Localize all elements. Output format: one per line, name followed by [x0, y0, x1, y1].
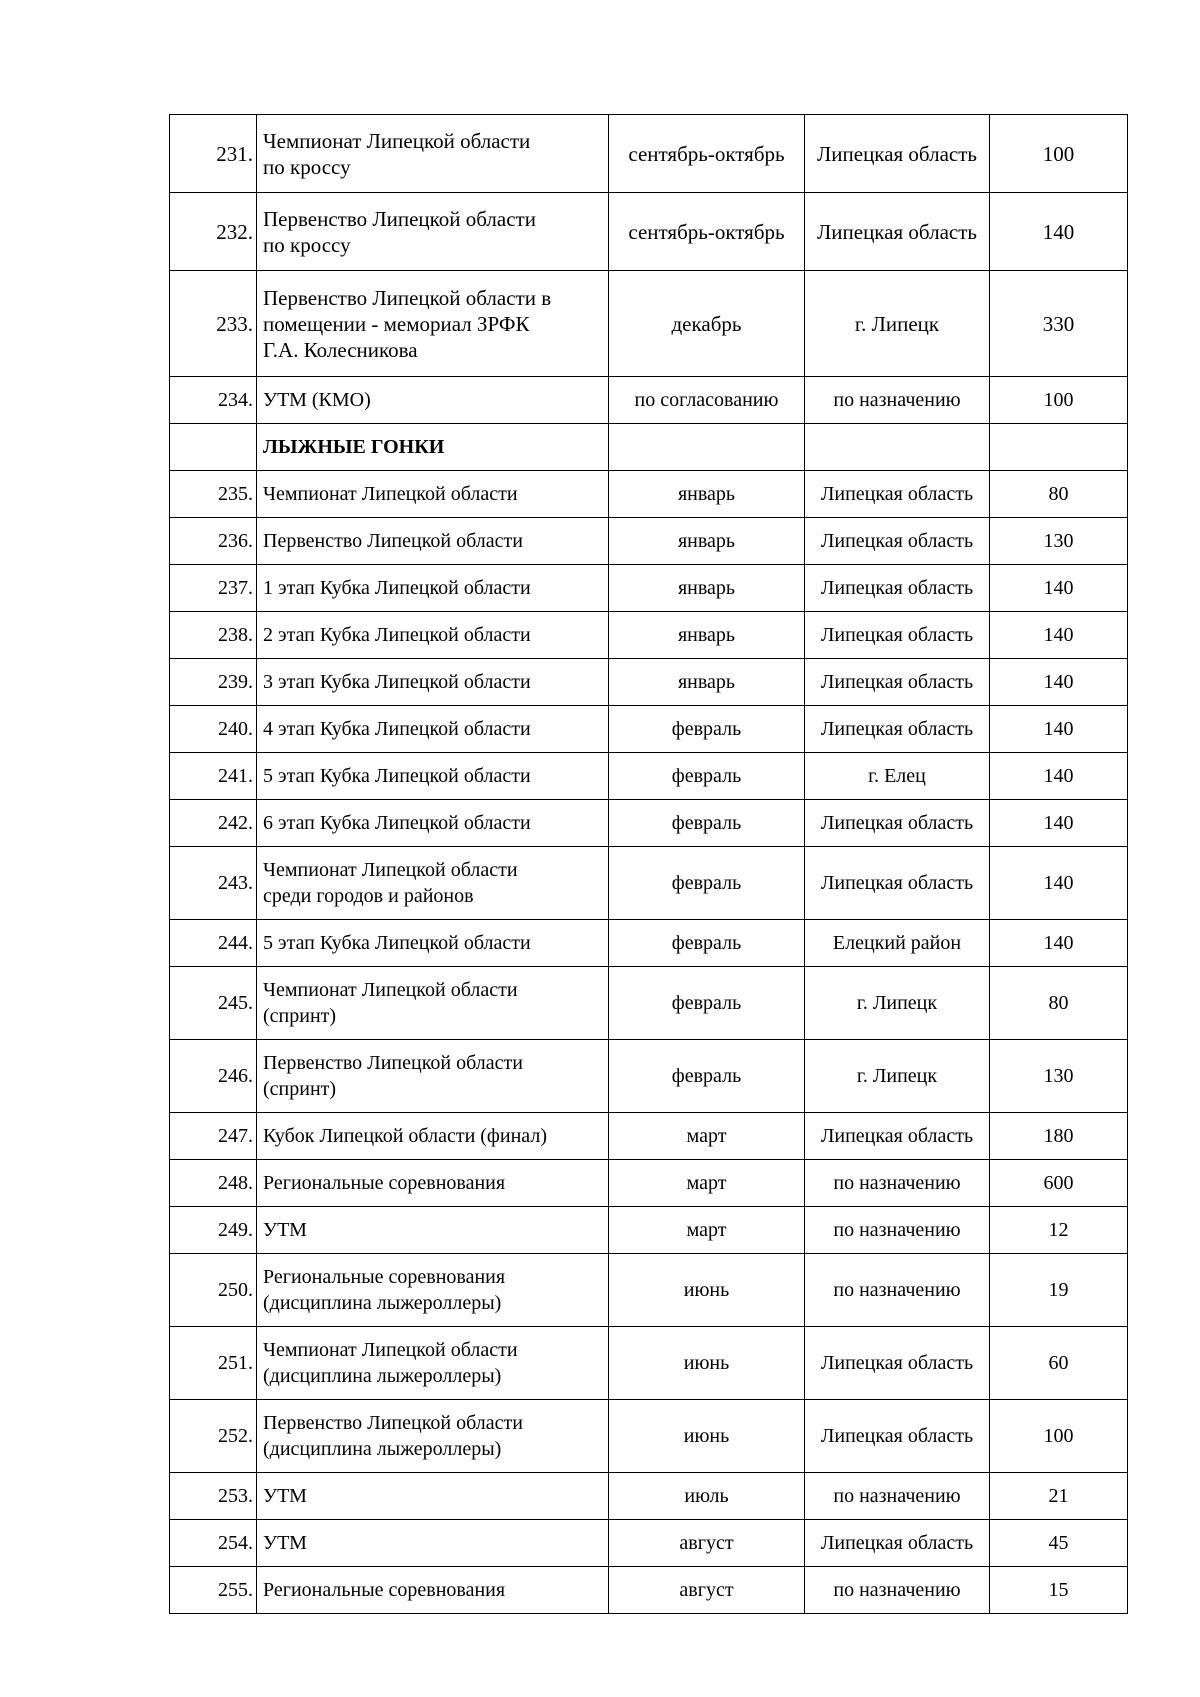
event-date [609, 377, 805, 424]
table-row [170, 1400, 1128, 1473]
event-name-text: Региональные соревнования [263, 1172, 506, 1194]
participant-count-text: 140 [1043, 932, 1074, 954]
event-name-text: УТМ (КМО) [263, 389, 371, 411]
event-place-text: Елецкий район [832, 932, 962, 954]
event-name [257, 659, 609, 706]
row-number-text: 239. [218, 671, 253, 693]
participant-count-text: 600 [1043, 1172, 1074, 1194]
row-number [170, 753, 257, 800]
event-place-text: Липецкая область [820, 1352, 974, 1374]
row-number-text: 249. [218, 1219, 253, 1241]
event-place [805, 1567, 990, 1614]
event-date [609, 271, 805, 377]
event-place-text: по назначению [833, 1219, 961, 1241]
event-name [257, 1113, 609, 1160]
row-number-text: 241. [218, 765, 253, 787]
participant-count [990, 706, 1128, 753]
event-name-text: УТМ [263, 1532, 307, 1554]
event-name-text: Чемпионат Липецкой области (спринт) [263, 979, 518, 1027]
events-table [169, 114, 1128, 1614]
row-number [170, 659, 257, 706]
event-place-text: Липецкая область [820, 1125, 974, 1147]
table-row [170, 1254, 1128, 1327]
event-place-text: Липецкая область [820, 577, 974, 599]
event-name-text: Первенство Липецкой области по кроссу [263, 206, 536, 257]
event-date [609, 1040, 805, 1113]
participant-count [990, 1473, 1128, 1520]
participant-count-text: 130 [1043, 530, 1074, 552]
event-name [257, 967, 609, 1040]
participant-count [990, 1567, 1128, 1614]
row-number-text: 253. [218, 1485, 253, 1507]
table-row [170, 1160, 1128, 1207]
row-number-text: 236. [218, 530, 253, 552]
event-name-text: Региональные соревнования [263, 1579, 506, 1601]
event-name-text: 5 этап Кубка Липецкой области [263, 932, 531, 954]
table-row [170, 115, 1128, 193]
section-num-cell [170, 424, 257, 471]
event-date-text: по согласованию [634, 389, 779, 411]
participant-count [990, 753, 1128, 800]
row-number-text: 233. [216, 311, 253, 336]
table-row [170, 1113, 1128, 1160]
row-number-text: 250. [218, 1279, 253, 1301]
table-row [170, 1040, 1128, 1113]
row-number-text: 243. [218, 872, 253, 894]
event-name-text: Чемпионат Липецкой области среди городов и районов [263, 859, 518, 907]
event-name [257, 115, 609, 193]
row-number-text: 242. [218, 812, 253, 834]
participant-count [990, 1520, 1128, 1567]
participant-count [990, 471, 1128, 518]
event-date [609, 1327, 805, 1400]
row-number-text: 234. [218, 389, 253, 411]
participant-count [990, 193, 1128, 271]
event-place [805, 377, 990, 424]
event-place [805, 471, 990, 518]
row-number-text: 251. [218, 1352, 253, 1374]
event-place [805, 612, 990, 659]
event-name [257, 920, 609, 967]
event-place-text: Липецкая область [817, 141, 977, 166]
event-place [805, 1520, 990, 1567]
participant-count-text: 100 [1043, 389, 1074, 411]
event-name [257, 1473, 609, 1520]
event-name [257, 1207, 609, 1254]
participant-count [990, 1400, 1128, 1473]
participant-count [990, 659, 1128, 706]
event-place [805, 193, 990, 271]
event-name [257, 706, 609, 753]
participant-count [990, 1160, 1128, 1207]
participant-count [990, 115, 1128, 193]
event-name [257, 1327, 609, 1400]
event-name [257, 1160, 609, 1207]
event-name [257, 1040, 609, 1113]
table-row [170, 193, 1128, 271]
event-date-text: март [686, 1172, 727, 1194]
event-place [805, 565, 990, 612]
event-date [609, 800, 805, 847]
event-date [609, 565, 805, 612]
table-row [170, 518, 1128, 565]
event-place [805, 1160, 990, 1207]
event-place-text: г. Елец [868, 765, 926, 787]
row-number-text: 254. [218, 1532, 253, 1554]
event-date-text: март [686, 1219, 727, 1241]
event-name-text: Первенство Липецкой области в помещении - мемориал ЗРФК Г.А. Колесникова [263, 285, 552, 362]
row-number-text: 237. [218, 577, 253, 599]
participant-count-text: 15 [1048, 1579, 1069, 1601]
row-number [170, 565, 257, 612]
event-date [609, 753, 805, 800]
table-row [170, 565, 1128, 612]
event-place-text: по назначению [833, 1485, 961, 1507]
event-date [609, 847, 805, 920]
table-row [170, 753, 1128, 800]
event-date-text: сентябрь-октябрь [628, 219, 785, 244]
participant-count-text: 180 [1043, 1125, 1074, 1147]
event-name-text: 2 этап Кубка Липецкой области [263, 624, 531, 646]
row-number [170, 518, 257, 565]
participant-count [990, 1113, 1128, 1160]
row-number-text: 240. [218, 718, 253, 740]
event-date [609, 659, 805, 706]
event-place-text: Липецкая область [820, 530, 974, 552]
event-name-text: Региональные соревнования (дисциплина лыжероллеры) [263, 1266, 506, 1314]
row-number [170, 1567, 257, 1614]
row-number [170, 1113, 257, 1160]
event-place [805, 271, 990, 377]
event-date [609, 920, 805, 967]
event-place-text: по назначению [833, 1172, 961, 1194]
event-date-text: сентябрь-октябрь [628, 141, 785, 166]
table-body-after [170, 471, 1128, 1614]
event-place [805, 1040, 990, 1113]
table-row [170, 967, 1128, 1040]
participant-count-text: 80 [1048, 992, 1069, 1014]
event-place-text: по назначению [833, 1279, 961, 1301]
table-row [170, 1520, 1128, 1567]
event-name [257, 565, 609, 612]
row-number-text: 235. [218, 483, 253, 505]
row-number [170, 271, 257, 377]
table-row [170, 612, 1128, 659]
table-body-before [170, 115, 1128, 424]
participant-count-text: 140 [1043, 671, 1074, 693]
event-date [609, 1520, 805, 1567]
section-place-cell [805, 424, 990, 471]
event-name [257, 377, 609, 424]
event-place [805, 800, 990, 847]
event-date-text: июль [684, 1485, 729, 1507]
participant-count-text: 330 [1042, 311, 1075, 336]
table-row [170, 271, 1128, 377]
row-number [170, 1400, 257, 1473]
event-place-text: Липецкая область [820, 872, 974, 894]
event-place-text: г. Липецк [856, 992, 938, 1014]
event-date [609, 1473, 805, 1520]
event-name [257, 800, 609, 847]
section-date-cell [609, 424, 805, 471]
table-row [170, 1567, 1128, 1614]
event-name-text: Чемпионат Липецкой области [263, 483, 518, 505]
row-number [170, 1254, 257, 1327]
event-place-text: Липецкая область [820, 624, 974, 646]
event-date [609, 612, 805, 659]
participant-count [990, 1327, 1128, 1400]
event-name-text: Кубок Липецкой области (финал) [263, 1125, 547, 1147]
event-place-text: по назначению [833, 389, 961, 411]
event-date-text: февраль [671, 718, 742, 740]
table-row [170, 659, 1128, 706]
event-name-text: 5 этап Кубка Липецкой области [263, 765, 531, 787]
table-row [170, 847, 1128, 920]
section-row-group [170, 424, 1128, 471]
event-date [609, 1567, 805, 1614]
event-place [805, 1207, 990, 1254]
participant-count [990, 271, 1128, 377]
table-row [170, 1473, 1128, 1520]
row-number [170, 1207, 257, 1254]
event-date-text: июнь [683, 1279, 730, 1301]
participant-count-text: 21 [1048, 1485, 1069, 1507]
event-place [805, 1327, 990, 1400]
event-name [257, 471, 609, 518]
event-place [805, 659, 990, 706]
participant-count-text: 45 [1048, 1532, 1069, 1554]
event-date-text: март [686, 1125, 727, 1147]
participant-count-text: 140 [1043, 577, 1074, 599]
event-name-text: Первенство Липецкой области (спринт) [263, 1052, 523, 1100]
row-number [170, 1327, 257, 1400]
event-date-text: январь [677, 624, 736, 646]
participant-count [990, 612, 1128, 659]
event-date [609, 706, 805, 753]
row-number-text: 231. [216, 141, 253, 166]
row-number [170, 967, 257, 1040]
section-header-row [170, 424, 1128, 471]
event-name [257, 271, 609, 377]
table-row [170, 1207, 1128, 1254]
event-place [805, 920, 990, 967]
table-row [170, 1327, 1128, 1400]
event-date-text: июнь [683, 1425, 730, 1447]
event-date [609, 471, 805, 518]
participant-count-text: 140 [1043, 718, 1074, 740]
event-date-text: январь [677, 530, 736, 552]
event-date-text: август [679, 1532, 734, 1554]
participant-count [990, 920, 1128, 967]
event-date-text: декабрь [671, 311, 742, 336]
event-place-text: Липецкая область [820, 1532, 974, 1554]
event-place [805, 706, 990, 753]
event-place-text: г. Липецк [856, 1065, 938, 1087]
event-date [609, 1113, 805, 1160]
row-number-text: 255. [218, 1579, 253, 1601]
event-place-text: Липецкая область [820, 671, 974, 693]
event-name-text: Чемпионат Липецкой области (дисциплина лыжероллеры) [263, 1339, 518, 1387]
event-name [257, 1400, 609, 1473]
row-number-text: 248. [218, 1172, 253, 1194]
participant-count [990, 800, 1128, 847]
event-name-text: 1 этап Кубка Липецкой области [263, 577, 531, 599]
event-date-text: июнь [683, 1352, 730, 1374]
event-date-text: август [679, 1579, 734, 1601]
row-number [170, 377, 257, 424]
event-date-text: январь [677, 483, 736, 505]
row-number [170, 847, 257, 920]
participant-count-text: 12 [1048, 1219, 1069, 1241]
row-number-text: 232. [216, 219, 253, 244]
row-number [170, 800, 257, 847]
participant-count [990, 1207, 1128, 1254]
event-name-text: 4 этап Кубка Липецкой области [263, 718, 531, 740]
event-place [805, 1113, 990, 1160]
participant-count-text: 80 [1048, 483, 1069, 505]
participant-count-text: 140 [1043, 624, 1074, 646]
event-date-text: февраль [671, 1065, 742, 1087]
event-name [257, 1254, 609, 1327]
event-place [805, 967, 990, 1040]
event-name-text: УТМ [263, 1485, 307, 1507]
row-number-text: 246. [218, 1065, 253, 1087]
event-name [257, 847, 609, 920]
row-number [170, 706, 257, 753]
event-place-text: г. Липецк [854, 311, 940, 336]
participant-count-text: 140 [1043, 765, 1074, 787]
participant-count [990, 847, 1128, 920]
event-date [609, 1207, 805, 1254]
event-place [805, 847, 990, 920]
event-date [609, 1254, 805, 1327]
event-place-text: Липецкая область [820, 1425, 974, 1447]
row-number [170, 1040, 257, 1113]
event-name [257, 518, 609, 565]
participant-count-text: 19 [1048, 1279, 1069, 1301]
event-place-text: Липецкая область [820, 812, 974, 834]
event-place [805, 1400, 990, 1473]
event-place-text: Липецкая область [817, 219, 977, 244]
table-row [170, 920, 1128, 967]
event-place [805, 753, 990, 800]
row-number [170, 115, 257, 193]
event-name-text: Первенство Липецкой области (дисциплина лыжероллеры) [263, 1412, 523, 1460]
event-date [609, 518, 805, 565]
table-row [170, 471, 1128, 518]
row-number [170, 1473, 257, 1520]
participant-count-text: 100 [1042, 141, 1075, 166]
event-date-text: январь [677, 577, 736, 599]
event-name-text: Чемпионат Липецкой области по кроссу [263, 128, 531, 179]
event-name-text: 6 этап Кубка Липецкой области [263, 812, 531, 834]
event-place [805, 115, 990, 193]
event-name-text: Первенство Липецкой области [263, 530, 523, 552]
event-name [257, 1567, 609, 1614]
row-number [170, 920, 257, 967]
row-number [170, 1160, 257, 1207]
event-place [805, 1473, 990, 1520]
row-number [170, 1520, 257, 1567]
event-date-text: февраль [671, 765, 742, 787]
participant-count [990, 1254, 1128, 1327]
event-date [609, 967, 805, 1040]
event-place-text: Липецкая область [820, 718, 974, 740]
event-date-text: февраль [671, 872, 742, 894]
event-name-text: 3 этап Кубка Липецкой области [263, 671, 531, 693]
event-name [257, 612, 609, 659]
participant-count [990, 377, 1128, 424]
event-name-text: УТМ [263, 1219, 307, 1241]
participant-count [990, 967, 1128, 1040]
event-name [257, 1520, 609, 1567]
participant-count-text: 140 [1043, 872, 1074, 894]
row-number-text: 252. [218, 1425, 253, 1447]
row-number [170, 612, 257, 659]
participant-count [990, 1040, 1128, 1113]
event-place-text: Липецкая область [820, 483, 974, 505]
participant-count-text: 60 [1048, 1352, 1069, 1374]
row-number-text: 245. [218, 992, 253, 1014]
event-date [609, 1400, 805, 1473]
event-date [609, 193, 805, 271]
participant-count-text: 100 [1043, 1425, 1074, 1447]
table-row [170, 800, 1128, 847]
event-date-text: февраль [671, 932, 742, 954]
table-row [170, 706, 1128, 753]
event-date [609, 115, 805, 193]
participant-count-text: 140 [1042, 219, 1075, 244]
row-number-text: 238. [218, 624, 253, 646]
row-number-text: 244. [218, 932, 253, 954]
participant-count [990, 518, 1128, 565]
row-number [170, 471, 257, 518]
participant-count-text: 130 [1043, 1065, 1074, 1087]
event-name [257, 193, 609, 271]
event-place [805, 1254, 990, 1327]
event-place-text: по назначению [833, 1579, 961, 1601]
participant-count [990, 565, 1128, 612]
event-place [805, 518, 990, 565]
row-number-text: 247. [218, 1125, 253, 1147]
section-count-cell [990, 424, 1128, 471]
participant-count-text: 140 [1043, 812, 1074, 834]
event-date-text: февраль [671, 812, 742, 834]
event-date [609, 1160, 805, 1207]
event-date-text: январь [677, 671, 736, 693]
section-title: ЛЫЖНЫЕ ГОНКИ [257, 424, 609, 471]
row-number [170, 193, 257, 271]
event-name [257, 753, 609, 800]
event-date-text: февраль [671, 992, 742, 1014]
table-row [170, 377, 1128, 424]
